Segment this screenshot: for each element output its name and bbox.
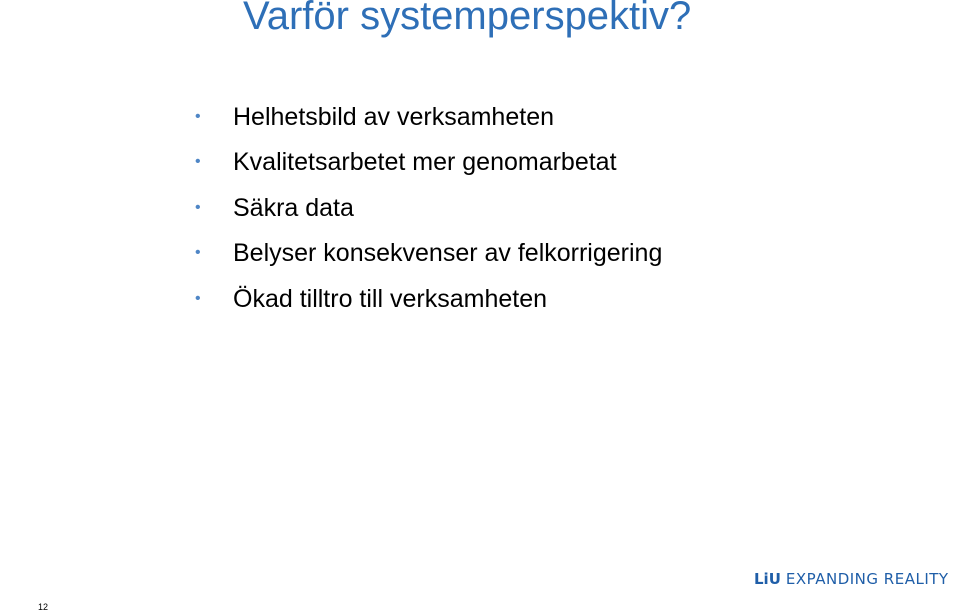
bullet-icon: • xyxy=(195,289,201,307)
liu-logo xyxy=(754,570,949,588)
bullet-icon: • xyxy=(195,153,201,171)
bullet-icon: • xyxy=(195,198,201,216)
bullet-text: Belyser konsekvenser av felkorrigering xyxy=(233,239,663,268)
bullet-text: Kvalitetsarbetet mer genomarbetat xyxy=(233,148,617,177)
page-number: 12 xyxy=(38,602,49,612)
bullet-text: Säkra data xyxy=(233,193,354,222)
bullet-icon: • xyxy=(195,107,201,125)
liu-logo-tagline: EXPANDING REALITY xyxy=(785,570,949,588)
bullet-icon: • xyxy=(195,244,201,262)
slide-title: Varför systemperspektiv? xyxy=(243,0,692,38)
bullet-text: Ökad tilltro till verksamheten xyxy=(233,284,548,313)
liu-logo-mark: LiU xyxy=(754,570,781,588)
bullet-text: Helhetsbild av verksamheten xyxy=(233,102,554,131)
